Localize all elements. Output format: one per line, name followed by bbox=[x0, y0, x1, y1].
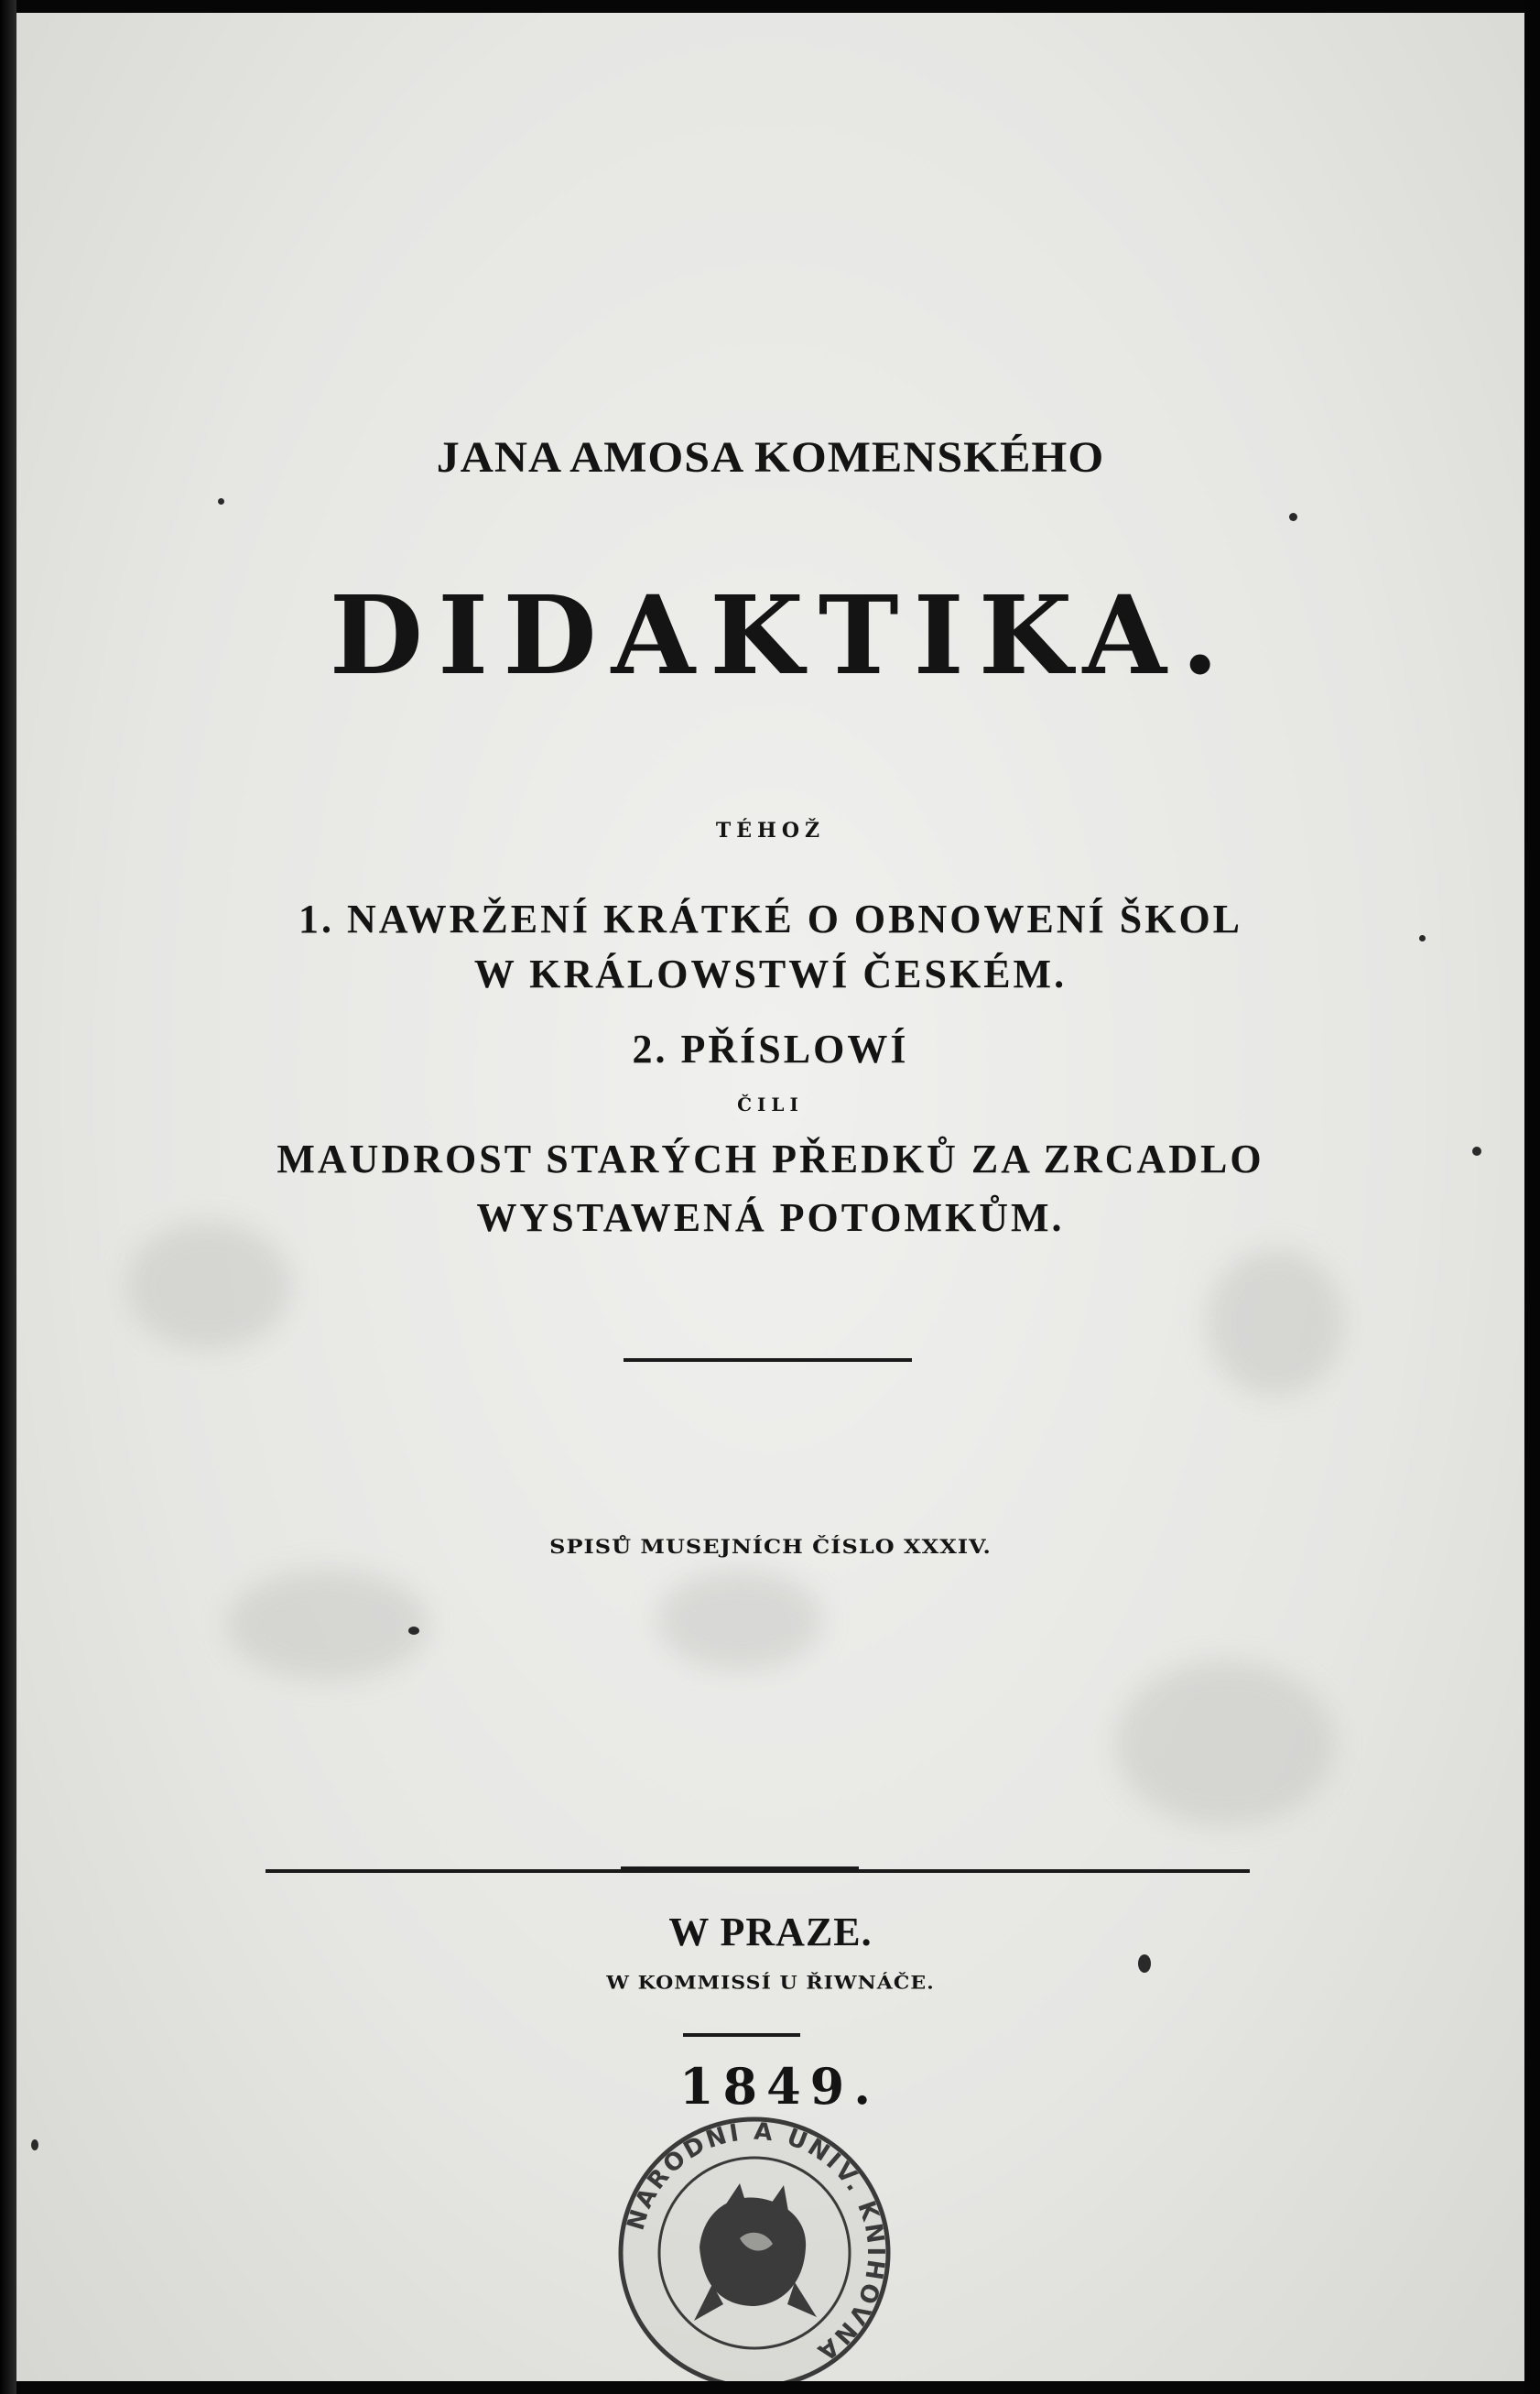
author-name: JANA AMOSA KOMENSKÉHO bbox=[436, 432, 1105, 482]
stain bbox=[657, 1570, 822, 1670]
stain bbox=[1207, 1249, 1344, 1396]
imprint-rule-ornament bbox=[621, 1866, 859, 1872]
library-stamp-icon bbox=[612, 2110, 897, 2381]
speck bbox=[1419, 935, 1426, 941]
publication-place: W PRAZE. bbox=[668, 1910, 873, 1954]
speck bbox=[1472, 1147, 1481, 1156]
speck bbox=[1289, 513, 1297, 521]
stain bbox=[1115, 1661, 1335, 1826]
stain bbox=[227, 1570, 428, 1680]
contents-item-1-line-2: W KRÁLOWSTWÍ ČESKÉM. bbox=[473, 952, 1068, 996]
publication-year: 1849. bbox=[678, 2057, 881, 2116]
year-rule bbox=[683, 2033, 800, 2037]
contents-item-2-line-2: MAUDROST STARÝCH PŘEDKŮ ZA ZRCADLO bbox=[277, 1137, 1264, 1181]
title-page bbox=[16, 13, 1524, 2381]
stamp-ring-text: NÁRODNÍ A UNIV. KNIHOVNA bbox=[622, 2117, 890, 2367]
speck bbox=[218, 498, 224, 505]
contents-item-2-line-3: WYSTAWENÁ POTOMKŮM. bbox=[476, 1195, 1065, 1240]
divider-rule bbox=[624, 1358, 912, 1362]
speck bbox=[408, 1627, 419, 1635]
book-title: DIDAKTIKA. bbox=[329, 571, 1234, 699]
publisher-line: W KOMMISSÍ U ŘIWNÁČE. bbox=[606, 1972, 935, 1994]
page-edge bbox=[1524, 0, 1540, 2394]
contents-item-2-connector: ČILI bbox=[737, 1094, 804, 1115]
book-spine bbox=[0, 0, 16, 2394]
series-label: SPISŮ MUSEJNÍCH ČÍSLO XXXIV. bbox=[549, 1534, 992, 1559]
speck bbox=[1138, 1954, 1151, 1973]
contents-item-1-line-1: 1. NAWRŽENÍ KRÁTKÉ O OBNOWENÍ ŠKOL bbox=[298, 897, 1243, 941]
contents-item-2-heading: 2. PŘÍSLOWÍ bbox=[632, 1027, 909, 1072]
speck bbox=[31, 2139, 38, 2150]
stain bbox=[126, 1222, 291, 1350]
subtitle-label: TÉHOŽ bbox=[715, 819, 826, 843]
